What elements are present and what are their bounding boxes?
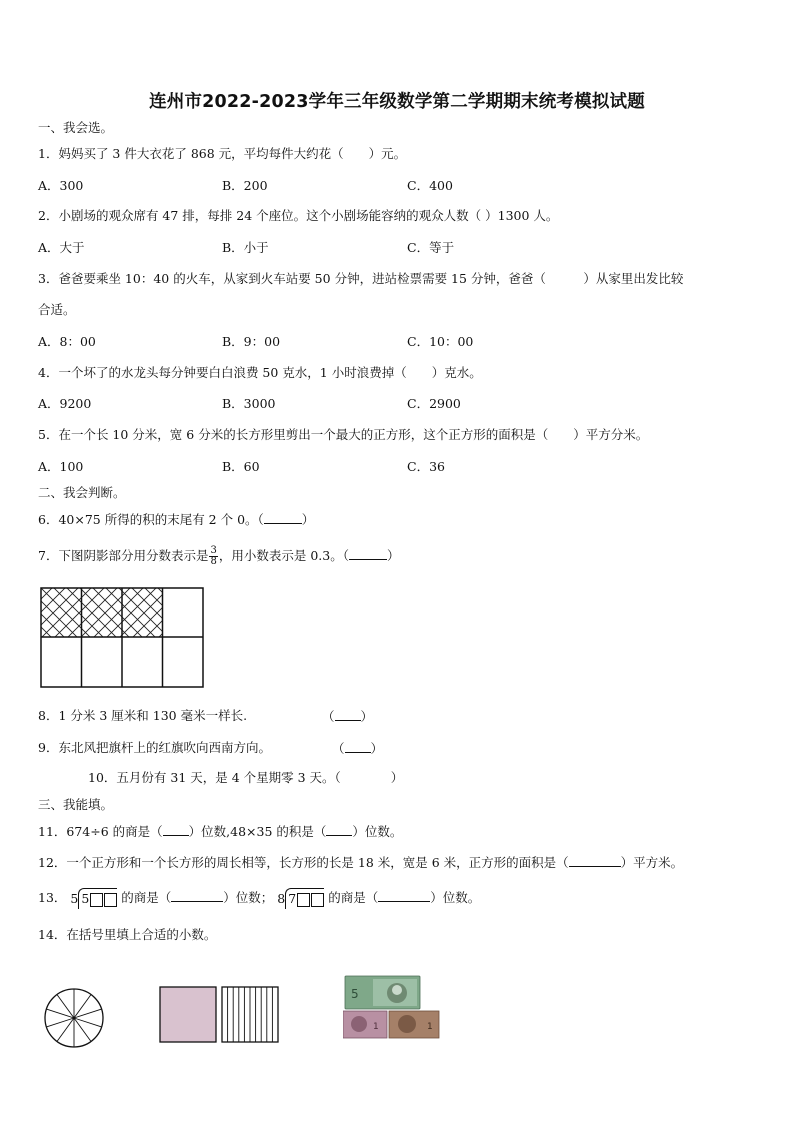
question-3: 3．爸爸要乘坐 10：40 的火车，从家到火车站要 50 分钟，进站检票需要 15 分钟，爸爸（ ）从家里出发比较 — [38, 271, 684, 286]
question-13-text-1: 的商是（ — [121, 890, 172, 905]
question-7 — [38, 543, 399, 569]
question-2: 2．小剧场的观众席有 47 排，每排 24 个座位。这个小剧场能容纳的观众人数（ ）1300 人。 — [38, 208, 559, 223]
answer-blank[interactable] — [163, 823, 189, 836]
digit-box — [104, 893, 117, 907]
question-14: 14．在括号里填上合适的小数。 — [38, 927, 217, 942]
q5-option-c: C．36 — [407, 459, 445, 474]
answer-blank[interactable] — [335, 708, 361, 721]
q3-option-a: A．8：00 — [38, 334, 96, 349]
fraction-numerator: 3 — [210, 545, 217, 556]
fraction — [209, 546, 217, 567]
answer-blank[interactable] — [264, 511, 302, 524]
question-3-cont: 合适。 — [38, 302, 76, 317]
question-13-text-3: 的商是（ — [328, 890, 379, 905]
answer-blank[interactable] — [345, 740, 371, 753]
circle-sector-figure — [42, 986, 106, 1050]
question-6-text: 6．40×75 所得的积的末尾有 2 个 0。（ — [38, 512, 264, 527]
divisor: 5 — [70, 891, 79, 906]
question-12 — [38, 854, 683, 871]
question-8-answer — [322, 708, 373, 725]
shaded-cell — [122, 588, 163, 637]
striped-square-figure — [221, 986, 281, 1044]
answer-blank[interactable] — [349, 547, 387, 560]
paren-close: ） — [360, 709, 374, 724]
digit-box — [90, 893, 103, 907]
question-7-pre: 7．下图阴影部分用分数表示是 — [38, 548, 209, 563]
paren-open: （ — [332, 741, 345, 756]
answer-blank[interactable] — [378, 889, 430, 902]
answer-blank[interactable] — [171, 889, 223, 902]
question-13 — [38, 888, 480, 908]
question-13-text-2: ）位数； — [223, 890, 274, 905]
q2-option-a: A．大于 — [38, 240, 85, 255]
question-11-part-a: 11．674÷6 的商是（ — [38, 824, 163, 839]
q2-option-b: B．小于 — [222, 240, 269, 255]
digit-box — [297, 893, 310, 907]
question-11-part-b: ）位数,48×35 的积是（ — [188, 824, 327, 839]
question-13-text-4: ）位数。 — [430, 890, 481, 905]
question-5: 5．在一个长 10 分米，宽 6 分米的长方形里剪出一个最大的正方形，这个正方形的面积是（ ）平方分米。 — [38, 427, 649, 442]
paren-close: ） — [386, 548, 400, 563]
note-value: 1 — [373, 1022, 379, 1032]
shaded-cell — [82, 588, 123, 637]
q4-option-b: B．3000 — [222, 396, 276, 411]
digit-box — [311, 893, 324, 907]
q1-option-b: B．200 — [222, 178, 268, 193]
divisor: 8 — [277, 891, 286, 906]
q3-option-b: B．9：00 — [222, 334, 281, 349]
question-7-post: ，用小数表示是 0.3。（ — [218, 548, 349, 563]
shaded-square — [160, 987, 216, 1042]
question-12-part-a: 12．一个正方形和一个长方形的周长相等，长方形的长是 18 米，宽是 6 米，正方形的面积是（ — [38, 855, 569, 870]
question-6 — [38, 511, 314, 528]
question-1: 1．妈妈买了 3 件大衣花了 868 元，平均每件大约花（ ）元。 — [38, 146, 407, 161]
page-title: 连州市2022-2023学年三年级数学第二学期期末统考模拟试题 — [149, 92, 645, 112]
question-10: 10．五月份有 31 天，是 4 个星期零 3 天。（ ） — [88, 770, 404, 785]
section-heading-3: 三、我能填。 — [38, 797, 114, 812]
question-9: 9．东北风把旗杆上的红旗吹向西南方向。 — [38, 740, 271, 755]
shaded-grid-figure — [40, 587, 206, 691]
question-11-part-c: ）位数。 — [352, 824, 403, 839]
answer-blank[interactable] — [326, 823, 352, 836]
note-value: 5 — [351, 987, 359, 1001]
question-11 — [38, 823, 402, 840]
q1-option-a: A．300 — [38, 178, 84, 193]
q5-option-a: A．100 — [38, 459, 84, 474]
paren-close: ） — [370, 741, 384, 756]
question-9-answer — [332, 740, 383, 757]
q5-option-b: B．60 — [222, 459, 260, 474]
banknotes-image — [343, 974, 443, 1040]
paren-close: ） — [301, 512, 315, 527]
question-4: 4．一个坏了的水龙头每分钟要白白浪费 50 克水，1 小时浪费掉（ ）克水。 — [38, 365, 482, 380]
fraction-denominator: 8 — [210, 556, 217, 567]
shaded-cell — [41, 588, 82, 637]
q3-option-c: C．10：00 — [407, 334, 474, 349]
long-division-2 — [277, 888, 324, 909]
answer-blank[interactable] — [569, 854, 621, 867]
q4-option-a: A．9200 — [38, 396, 92, 411]
q2-option-c: C．等于 — [407, 240, 455, 255]
dividend-digit: 5 — [81, 891, 90, 906]
shaded-square-figure — [159, 986, 219, 1044]
long-division-1 — [70, 888, 117, 909]
question-8: 8．1 分米 3 厘米和 130 毫米一样长. — [38, 708, 248, 723]
question-13-label: 13． — [38, 890, 67, 905]
q4-option-c: C．2900 — [407, 396, 461, 411]
section-heading-1: 一、我会选。 — [38, 120, 114, 135]
q1-option-c: C．400 — [407, 178, 453, 193]
section-heading-2: 二、我会判断。 — [38, 485, 126, 500]
dividend-digit: 7 — [288, 891, 297, 906]
note-value: 1 — [427, 1022, 433, 1032]
question-12-part-b: ）平方米。 — [620, 855, 684, 870]
paren-open: （ — [322, 709, 335, 724]
